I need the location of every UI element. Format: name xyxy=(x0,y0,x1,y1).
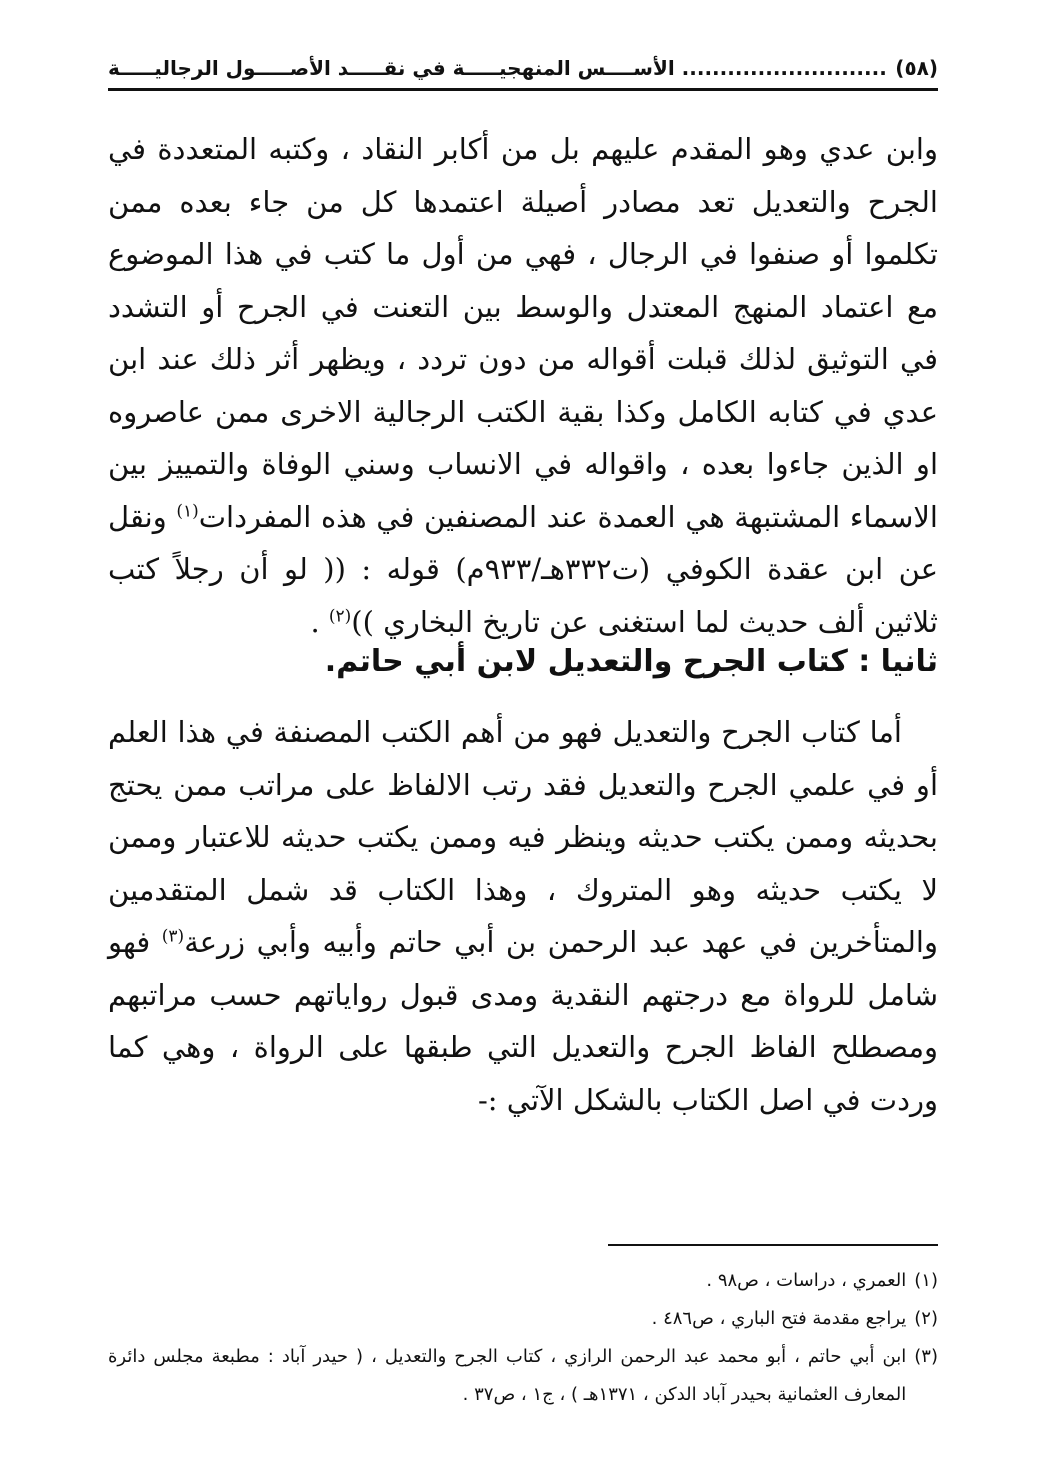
paragraph-1-text-c: . xyxy=(310,604,329,639)
footnote-text: العمري ، دراسات ، ص٩٨ . xyxy=(706,1270,907,1291)
footnote-text: يراجع مقدمة فتح الباري ، ص٤٨٦ . xyxy=(651,1308,907,1329)
paragraph-2-text-b: فهو شامل للرواة مع درجتهم النقدية ومدى قبول رواياتهم حسب مراتبهم ومصطلح الفاظ الجرح والتعديل التي طبقها على الرواة ، وهي كما وردت في اصل الكتاب بالشكل الآتي :- xyxy=(108,925,938,1117)
header-rule xyxy=(108,88,938,91)
paragraph-1-text-a: وابن عدي وهو المقدم عليهم بل من أكابر النقاد ، وكتبه المتعددة في الجرح والتعديل تعد مصادر أصيلة اعتمدها كل من جاء بعده ممن تكلموا أو صنفوا في الرجال ، فهي من أول ما كتب في هذا الموضوع مع اعتماد المنهج المعتدل والوسط بين التعنت في الجرح أو التشدد في التوثيق لذلك قبلت أقواله من دون تردد ، ويظهر أثر ذلك عند ابن عدي في كتابه الكامل وكذا بقية الكتب الرجالية الاخرى ممن عاصروه او الذين جاءوا بعده ، واقواله في الانساب وسني الوفاة والتمييز بين الاسماء المشتبهة هي العمدة عند المصنفين في هذه المفردات xyxy=(108,132,939,534)
footnote-item xyxy=(108,1338,938,1414)
footnote-number: (٣) xyxy=(914,1346,938,1367)
footnote-ref-3[interactable]: (٣) xyxy=(161,926,185,947)
paragraph-1-text-b: ونقل عن ابن عقدة الكوفي (ت٣٣٢هـ/٩٣٣م) قوله : (( لو أن رجلاً كتب ثلاثين ألف حديث لما استغنى عن تاريخ البخاري )) xyxy=(108,499,938,639)
footnote-text: ابن أبي حاتم ، أبو محمد عبد الرحمن الرازي ، كتاب الجرح والتعديل ، ( حيدر آباد : مطبعة مجلس دائرة المعارف العثمانية بحيدر آباد الدكن ، ١٣٧١هـ ) ، ج١ ، ص٣٧ . xyxy=(108,1346,907,1405)
footnote-item xyxy=(108,1300,938,1338)
footnote-number: (١) xyxy=(914,1270,938,1291)
footnote-item xyxy=(108,1262,938,1300)
running-title: ........................... الأســــس المنهجيـــــة في نقـــــد الأصـــــول الرجاليـــــة xyxy=(108,56,887,80)
footnote-separator xyxy=(608,1244,938,1246)
footnotes-list xyxy=(108,1262,938,1414)
footnote-number: (٢) xyxy=(914,1308,938,1329)
page-number: (٥٨) xyxy=(895,56,938,80)
footnote-ref-1[interactable]: (١) xyxy=(176,500,199,521)
paragraph-2 xyxy=(108,706,938,1126)
paragraph-2-text-a: أما كتاب الجرح والتعديل فهو من أهم الكتب المصنفة في هذا العلم أو في علمي الجرح والتعديل فقد رتب الالفاظ على مراتب ممن يحتج بحديثه وممن يكتب حديثه وينظر فيه وممن يكتب حديثه للاعتبار وممن لا يكتب حديثه وهو المتروك ، وهذا الكتاب قد شمل المتقدمين والمتأخرين في عهد عبد الرحمن بن أبي حاتم وأبيه وأبي زرعة xyxy=(108,715,938,959)
section-heading: ثانيا : كتاب الجرح والتعديل لابن أبي حاتم. xyxy=(324,644,938,679)
paragraph-1 xyxy=(108,123,938,648)
footnote-ref-2[interactable]: (٢) xyxy=(328,605,352,626)
running-header xyxy=(108,50,938,86)
